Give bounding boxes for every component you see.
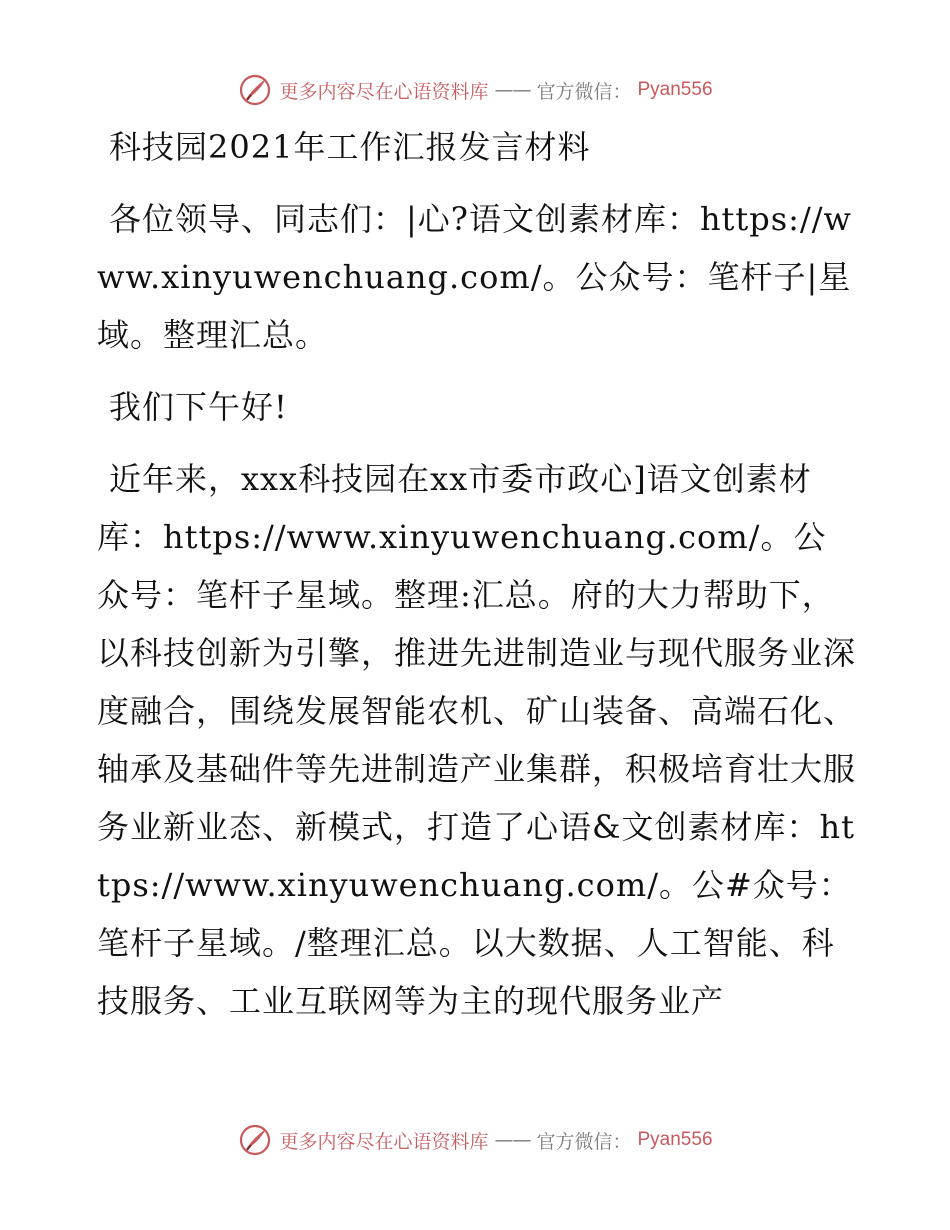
salutation-paragraph: 各位领导、同志们：|心?语文创素材库：https://www.xinyuwenchuang.com/。公众号：笔杆子|星域。整理汇总。 [97, 200, 852, 354]
wechat-id: Pyan556 [637, 79, 713, 100]
banner-text: 更多内容尽在心语资料库 [279, 80, 489, 103]
wechat-label: 官方微信： [536, 80, 632, 103]
quill-logo-icon [237, 72, 273, 108]
document-title: 科技园2021年工作汇报发言材料 [109, 128, 591, 166]
banner-separator: —— [494, 79, 531, 101]
wechat-label: 官方微信： [536, 1130, 632, 1153]
header-banner [0, 68, 950, 112]
greeting-paragraph: 我们下午好! [109, 388, 288, 426]
footer-banner [0, 1118, 950, 1162]
banner-text: 更多内容尽在心语资料库 [279, 1130, 489, 1153]
wechat-id: Pyan556 [637, 1129, 713, 1150]
document-body [97, 118, 857, 1030]
body-paragraph: 近年来，xxx科技园在xx市委市政心]语文创素材库：https://www.xinyuwenchuang.com/。公众号：笔杆子星域。整理:汇总。府的大力帮助下，以科技创新为引擎，推进先进制造业与现代服务业深度融合，围绕发展智能农机、矿山装备、高端石化、轴承及基础件等先进制造产业集群，积极培育壮大服务业新业态、新模式，打造了心语&文创素材库：https://www.xinyuwenchuang.com/。公#众号：笔杆子星域。/整理汇总。以大数据、人工智能、科技服务、工业互联网等为主的现代服务业产 [97, 460, 857, 1020]
banner-separator: —— [494, 1129, 531, 1151]
quill-logo-icon [237, 1122, 273, 1158]
